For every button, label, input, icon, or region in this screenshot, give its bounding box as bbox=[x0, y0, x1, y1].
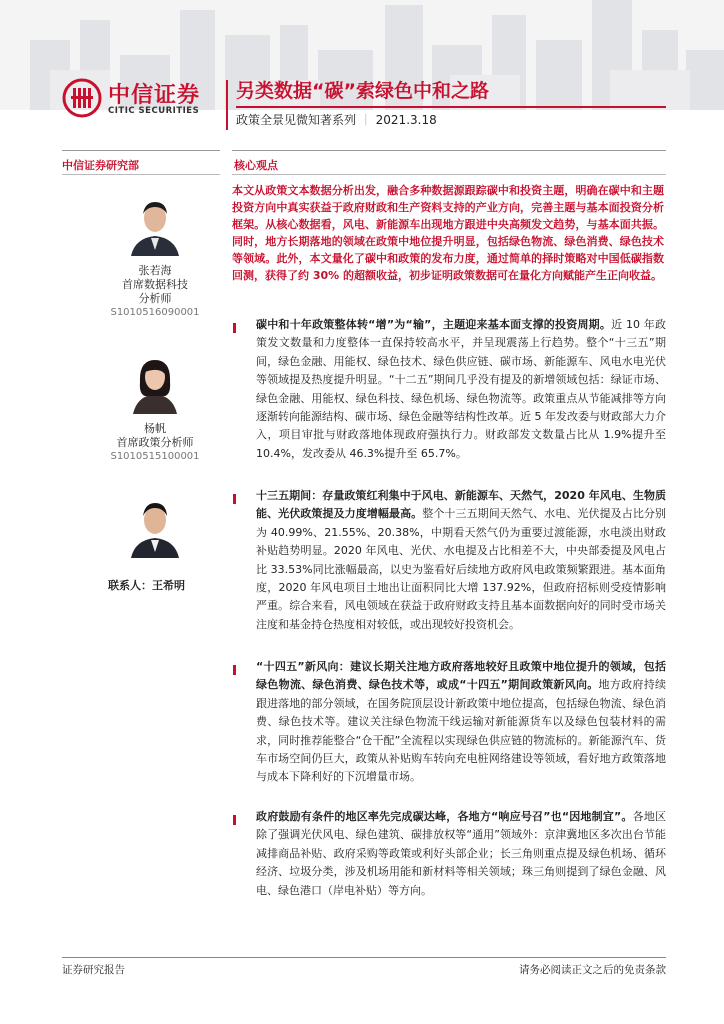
footer-report-type: 证券研究报告 bbox=[62, 964, 125, 976]
main-section-title: 核心观点 bbox=[234, 159, 278, 172]
sidebar-header-rule bbox=[62, 174, 220, 175]
paragraph-body: 近 10 年政策发文数量和力度整体一直保持较高水平，并呈现震荡上行趋势。整个“十三五”期间，绿色金融、用能权、绿色技术、绿色供应链、碳市场、新能源车、风电水电光伏等领域提及热度提升明显。“十二五”期间几乎没有提及的新增领域包括：绿证市场、绿色金融、用能权、绿色科技、绿色机场、绿色物流等。政策重点从节能减排等方向逐渐转向能源结构、碳市场、绿色金融等结构性改革。近 5 年发改委与财政部大力介入，项目审批与财政落地体现政府强执行力。财政部发文数量占比从 1.9%提升至 10.4%，发改委从 46.3%提升至 65.7%。 bbox=[256, 318, 666, 460]
analyst-name: 张若海 bbox=[138, 264, 172, 277]
series-name: 政策全景见微知著系列 bbox=[236, 113, 357, 127]
citic-logo bbox=[62, 78, 222, 122]
paragraph-bullet bbox=[233, 815, 236, 825]
sidebar-section-title: 中信证券研究部 bbox=[62, 159, 139, 172]
body-paragraph bbox=[256, 658, 666, 787]
analyst-license: S1010515100001 bbox=[110, 451, 200, 462]
sidebar-top-rule bbox=[62, 150, 220, 151]
paragraph-body: 各地区除了强调光伏风电、绿色建筑、碳排放权等“通用”领域外：京津冀地区多次出台节能减排商品补贴、政府采购等政策或利好头部企业；长三角则重点提及绿色机场、循环经济、垃圾分类，涉及机场用能和新材料等相关领域；珠三角则提到了绿色金融、风电、绿色港口（岸电补贴）等方向。 bbox=[256, 810, 667, 897]
contact-photo bbox=[127, 496, 183, 558]
body-paragraph bbox=[256, 808, 666, 900]
paragraph-lead: “十四五”新风向：建议长期关注地方政府落地较好且政策中地位提升的领域，包括绿色物流、绿色消费、绿色技术等，或成“十四五”期间政策新风向。 bbox=[256, 660, 666, 692]
contact-card bbox=[100, 496, 210, 562]
paragraph-bullet bbox=[233, 494, 236, 504]
paragraph-lead: 碳中和十年政策整体转“增”为“输”，主题迎来基本面支撑的投资周期。 bbox=[256, 318, 612, 331]
report-date: 2021.3.18 bbox=[375, 113, 437, 127]
analyst-photo bbox=[127, 352, 183, 414]
analyst-role-line2: 分析师 bbox=[138, 292, 172, 305]
contact-person: 联系人：王希明 bbox=[108, 579, 185, 592]
footer-disclaimer: 请务必阅读正文之后的免责条款 bbox=[519, 964, 666, 976]
paragraph-bullet bbox=[233, 665, 236, 675]
analyst-card bbox=[100, 352, 210, 464]
footer-rule bbox=[62, 957, 666, 958]
analyst-card bbox=[100, 194, 210, 320]
series-line: 政策全景见微知著系列 ｜ 2021.3.18 bbox=[236, 113, 437, 127]
analyst-name: 杨帆 bbox=[144, 422, 166, 435]
analyst-role: 首席数据科技 bbox=[122, 278, 188, 291]
paragraph-lead: 十三五期间：存量政策红利集中于风电、新能源车、天然气，2020 年风电、生物质能、光伏政策提及力度增幅最高。 bbox=[256, 489, 666, 521]
paragraph-lead: 政府鼓励有条件的地区率先完成碳达峰，各地方“响应号召”也“因地制宜”。 bbox=[256, 810, 633, 823]
paragraph-body: 地方政府持续跟进落地的部分领域，在国务院顶层设计新政策中地位提高，包括绿色物流、绿色消费、绿色技术等。建议关注绿色物流干线运输对新能源货车以及绿色包装材料的需求，同时推荐能整合“仓干配”全流程以实现绿色供应链的物流标的。新能源汽车、货车市场空间仍巨大，政策从补贴购车转向充电桩网络建设等领域，看好地方政策落地与成本下降利好的下沉增量市场。 bbox=[256, 678, 666, 784]
paragraph-body: 整个十三五期间天然气、水电、光伏提及占比分别为 40.99%、21.55%、20.38%，中期看天然气仍为重要过渡能源，水电淡出财政补贴趋势明显。2020 年风电、光伏、水电提及占比相差不大，中央部委提及风电占比 33.53%同比涨幅最高，以史为鉴看好后续地方政府风电政策频繁跟进。基本面角度，2020 年风电项目土地出让面积同比大增 137.92%，但政府招标则受疫情影响严重。综合来看，风电领域在获益于政府财政支持且基本面数据向好的同时受市场关注度和基金持仓热度相对较低，或出现较好投资机会。 bbox=[256, 507, 666, 631]
analyst-license: S1010516090001 bbox=[110, 307, 200, 318]
citic-emblem-icon bbox=[62, 78, 102, 118]
report-title: 另类数据“碳”索绿色中和之路 bbox=[236, 80, 489, 102]
main-top-rule bbox=[232, 150, 666, 151]
body-paragraph bbox=[256, 487, 666, 634]
analyst-role: 首席政策分析师 bbox=[116, 436, 194, 449]
logo-english-text: CITIC SECURITIES bbox=[108, 106, 200, 116]
logo-chinese-text: 中信证券 bbox=[108, 83, 201, 108]
paragraph-bullet bbox=[233, 323, 236, 333]
body-paragraph bbox=[256, 316, 666, 463]
core-summary: 本文从政策文本数据分析出发，融合多种数据源跟踪碳中和投资主题，明确在碳中和主题投资方向中真实获益于政府财政和生产资料支持的产业方向，完善主题与基本面投资分析框架。从核心数据看，风电、新能源车出现地方跟进中央高频发文趋势，与基本面共振。同时，地方长期落地的领域在政策中地位提升明显，包括绿色物流、绿色消费、绿色技术等领域。此外，本文量化了碳中和政策的发布力度，通过简单的择时策略对中国低碳指数回测，获得了约 30% 的超额收益，初步证明政策数据可在量化方向赋能产生正向收益。 bbox=[232, 184, 664, 282]
main-header-rule bbox=[232, 174, 666, 175]
title-underline bbox=[236, 106, 666, 108]
analyst-photo bbox=[127, 194, 183, 256]
header-divider bbox=[226, 80, 228, 130]
